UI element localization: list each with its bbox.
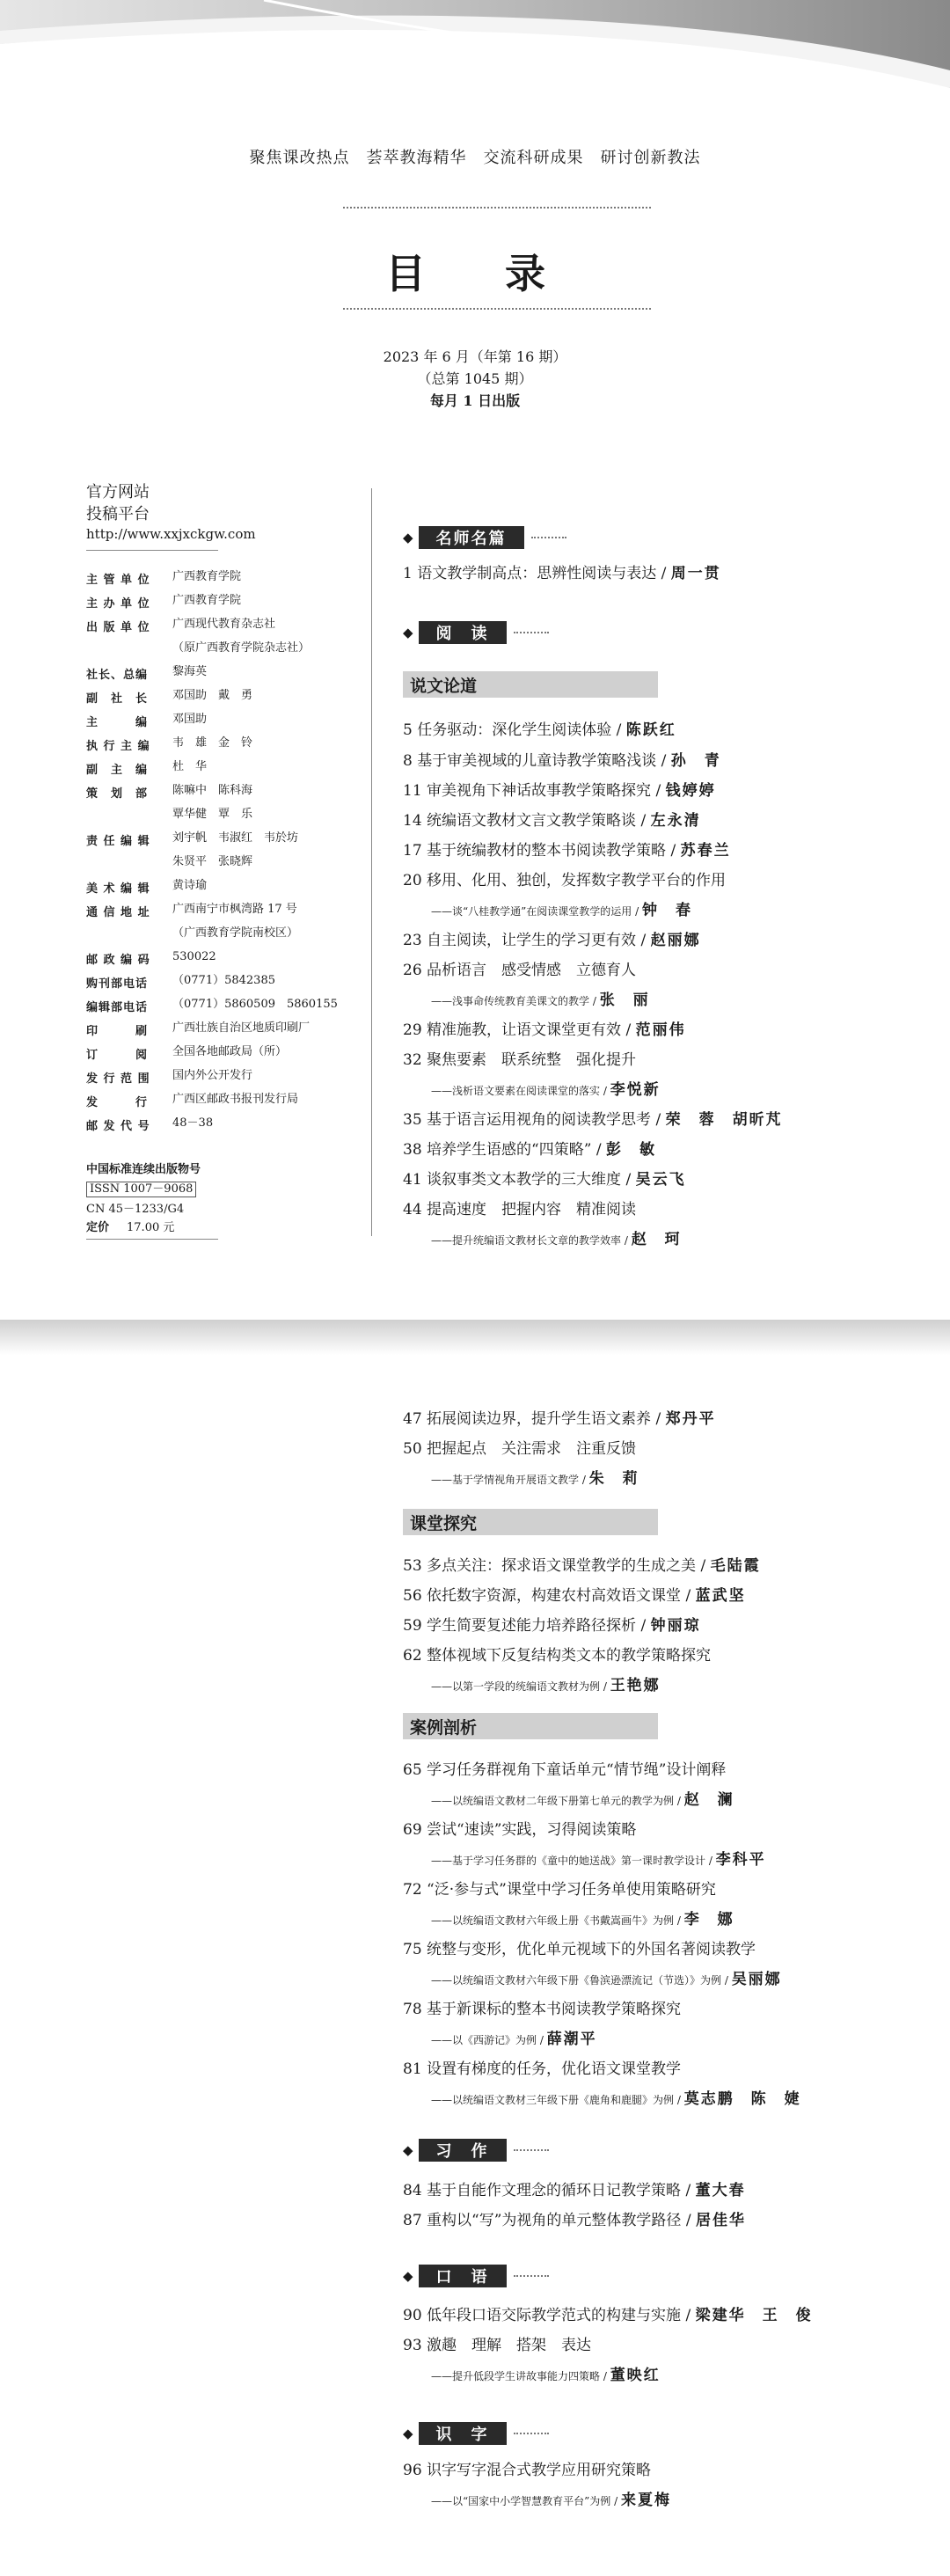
masthead-key: 出 版 单 位 (86, 621, 150, 634)
dotted-line (514, 2433, 549, 2434)
toc-entry[interactable]: 11 审美视角下神话故事教学策略探究 / 钱婷婷 (403, 782, 716, 800)
toc-subtitle: ——谈“八桂教学通”在阅读课堂教学的运用 / 钟 春 (431, 902, 692, 919)
masthead-value: （0771）5842385 (172, 974, 275, 987)
submit-platform-label: 投稿平台 (86, 505, 150, 523)
dotted-divider (343, 308, 651, 310)
section-literacy (403, 2421, 549, 2446)
subsection-cases: 案例剖析 (403, 1713, 658, 1739)
section-writing (403, 2138, 549, 2163)
price-value: 17.00 元 (127, 1221, 175, 1234)
masthead-value: 刘宇帆 韦淑红 韦於坊 (172, 831, 299, 845)
arrow-icon: ◆ (403, 530, 413, 545)
top-decorative-swoosh (0, 0, 950, 114)
subsection-shuowen: 说文论道 (403, 671, 658, 698)
masthead-value: 覃华健 覃 乐 (172, 808, 253, 821)
masthead-value: 国内外公开发行 (172, 1069, 253, 1082)
toc-entry[interactable]: 87 重构以“写”为视角的单元整体教学路径 / 居佳华 (403, 2212, 746, 2229)
masthead-key: 社长、总编 (86, 669, 149, 682)
toc-entry[interactable]: 1 语文教学制高点：思辨性阅读与表达 / 周一贯 (403, 565, 721, 582)
toc-entry[interactable]: 47 拓展阅读边界，提升学生语文素养 / 郑丹平 (403, 1410, 716, 1428)
subsection-classroom: 课堂探究 (403, 1509, 658, 1535)
toc-entry[interactable]: 93 激趣 理解 搭架 表达 (403, 2337, 592, 2354)
dotted-divider (343, 207, 651, 209)
masthead-value: 广西壮族自治区地质印刷厂 (172, 1021, 311, 1035)
website-link[interactable]: http://www.xxjxckgw.com (86, 526, 256, 542)
cn-number: CN 45－1233/G4 (86, 1203, 185, 1216)
toc-entry[interactable]: 50 把握起点 关注需求 注重反馈 (403, 1440, 637, 1458)
section-title: 名师名篇 (419, 526, 524, 549)
issn: ISSN 1007－9068 (86, 1182, 196, 1197)
official-site-label: 官方网站 (86, 483, 150, 501)
toc-entry[interactable]: 14 统编语文教材文言文教学策略谈 / 左永清 (403, 812, 701, 830)
section-oral (403, 2264, 549, 2288)
masthead-key: 主 办 单 位 (86, 597, 150, 611)
toc-entry[interactable]: 41 谈叙事类文本教学的三大维度 / 吴云飞 (403, 1171, 686, 1189)
toc-entry[interactable]: 56 依托数字资源，构建农村高效语文课堂 / 蓝武坚 (403, 1587, 746, 1605)
masthead-key: 主 编 (86, 716, 149, 729)
toc-entry[interactable]: 8 基于审美视域的儿童诗教学策略浅谈 / 孙 青 (403, 752, 721, 770)
masthead-value: 530022 (172, 950, 216, 963)
masthead-key: 副 社 长 (86, 692, 149, 706)
toc-entry[interactable]: 32 聚焦要素 联系统整 强化提升 (403, 1051, 637, 1069)
toc-entry[interactable]: 69 尝试“速读”实践，习得阅读策略 (403, 1821, 637, 1839)
toc-subtitle: ——基于学情视角开展语文教学 / 朱 莉 (431, 1470, 639, 1488)
masthead-value: 韦 雄 金 铃 (172, 736, 253, 750)
section-title: 阅 读 (419, 621, 507, 644)
toc-subtitle: ——浅析语文要素在阅读课堂的落实 / 李悦新 (431, 1081, 661, 1099)
masthead-value: （广西教育学院南校区） (172, 926, 299, 940)
toc-entry[interactable]: 90 低年段口语交际教学范式的构建与实施 / 梁建华 王 俊 (403, 2307, 813, 2324)
masthead-key: 美 术 编 辑 (86, 882, 150, 896)
dotted-line (514, 632, 549, 633)
masthead-value: 全国各地邮政局（所） (172, 1045, 288, 1058)
toc-entry[interactable]: 35 基于语言运用视角的阅读教学思考 / 荣 蓉 胡昕芃 (403, 1111, 783, 1129)
toc-entry[interactable]: 23 自主阅读，让学生的学习更有效 / 赵丽娜 (403, 932, 701, 949)
masthead-value: 陈嘛中 陈科海 (172, 784, 253, 797)
toc-entry[interactable]: 59 学生简要复述能力培养路径探析 / 钟丽琼 (403, 1617, 701, 1635)
toc-subtitle: ——以“国家中小学智慧教育平台”为例 / 来夏梅 (431, 2492, 671, 2509)
toc-entry[interactable]: 44 提高速度 把握内容 精准阅读 (403, 1201, 637, 1218)
masthead-value: 广西区邮政书报刊发行局 (172, 1093, 299, 1106)
masthead-value: 杜 华 (172, 760, 208, 773)
section-title: 识 字 (419, 2422, 507, 2445)
masthead-key: 责 任 编 辑 (86, 835, 150, 848)
page-title: 目 录 (385, 250, 565, 297)
masthead-divider (86, 1239, 218, 1240)
toc-entry[interactable]: 81 设置有梯度的任务，优化语文课堂教学 (403, 2060, 682, 2078)
section-mingshi (403, 525, 566, 550)
dotted-line (514, 2275, 549, 2277)
toc-subtitle: ——以统编语文教材二年级下册第七单元的教学为例 / 赵 澜 (431, 1791, 734, 1809)
toc-entry[interactable]: 20 移用、化用、独创，发挥数字教学平台的作用 (403, 872, 727, 889)
toc-entry[interactable]: 53 多点关注：探求语文课堂教学的生成之美 / 毛陆霞 (403, 1557, 761, 1575)
masthead-value: 广西现代教育杂志社 (172, 618, 276, 631)
masthead-key: 策 划 部 (86, 787, 149, 801)
masthead-value: 黄诗瑜 (172, 879, 208, 892)
section-title: 口 语 (419, 2265, 507, 2287)
toc-entry[interactable]: 62 整体视域下反复结构类文本的教学策略探究 (403, 1647, 712, 1665)
toc-entry[interactable]: 26 品析语言 感受情感 立德育人 (403, 962, 637, 979)
masthead-value: （0771）5860509 5860155 (172, 998, 338, 1011)
price-label: 定价 (86, 1221, 110, 1234)
section-reading (403, 620, 549, 645)
dotted-line (514, 2149, 549, 2151)
toc-entry[interactable]: 29 精准施教，让语文课堂更有效 / 范丽伟 (403, 1021, 686, 1039)
toc-subtitle: ——浅事命传统教育美课文的教学 / 张 丽 (431, 992, 650, 1009)
masthead-key: 副 主 编 (86, 764, 149, 777)
toc-subtitle: ——提升低段学生讲故事能力四策略 / 董映红 (431, 2367, 661, 2384)
toc-entry[interactable]: 72 “泛·参与式”课堂中学习任务单使用策略研究 (403, 1881, 716, 1899)
issue-total: （总第 1045 期） (417, 370, 533, 387)
toc-subtitle: ——以《西游记》为例 / 薛潮平 (431, 2031, 597, 2048)
toc-entry[interactable]: 96 识字写字混合式教学应用研究策略 (403, 2462, 652, 2479)
masthead-key: 订 阅 (86, 1049, 149, 1062)
toc-entry[interactable]: 65 学习任务群视角下童话单元“情节绳”设计阐释 (403, 1761, 727, 1779)
vertical-divider (371, 488, 372, 1236)
masthead-value: 广西南宁市枫湾路 17 号 (172, 903, 297, 916)
masthead-key: 发 行 (86, 1096, 149, 1109)
band-decoration (0, 1320, 950, 1355)
toc-entry[interactable]: 5 任务驱动：深化学生阅读体验 / 陈跃红 (403, 721, 676, 739)
arrow-icon: ◆ (403, 625, 413, 640)
arrow-icon: ◆ (403, 2142, 413, 2158)
masthead-key: 邮 政 编 码 (86, 954, 150, 967)
masthead-key: 发 行 范 围 (86, 1072, 150, 1086)
masthead-value: 邓国助 戴 勇 (172, 689, 253, 702)
masthead-value: 黎海英 (172, 665, 208, 678)
masthead-key: 邮 发 代 号 (86, 1120, 150, 1133)
masthead-key: 执 行 主 编 (86, 740, 150, 753)
toc-entry[interactable]: 38 培养学生语感的“四策略” / 彭 敏 (403, 1141, 656, 1159)
masthead-value: 朱贤平 张晓辉 (172, 855, 253, 868)
masthead-value: 邓国助 (172, 713, 208, 726)
masthead-value: 广西教育学院 (172, 570, 242, 583)
masthead-key: 购刊部电话 (86, 977, 149, 991)
price-row (86, 1218, 174, 1234)
slogan: 聚焦课改热点 荟萃教海精华 交流科研成果 研讨创新教法 (249, 149, 701, 167)
masthead-key: 编辑部电话 (86, 1001, 149, 1014)
masthead-value: 广西教育学院 (172, 594, 242, 607)
masthead-key: 主 管 单 位 (86, 574, 150, 587)
dotted-line (531, 537, 566, 538)
toc-entry[interactable]: 78 基于新课标的整本书阅读教学策略探究 (403, 2001, 682, 2018)
masthead-key: 印 刷 (86, 1025, 149, 1038)
toc-entry[interactable]: 75 统整与变形，优化单元视域下的外国名著阅读教学 (403, 1941, 756, 1958)
toc-subtitle: ——以统编语文教材六年级下册《鲁滨逊漂流记（节选）》为例 / 吴丽娜 (431, 1971, 782, 1988)
issue-date: 2023 年 6 月（年第 16 期） (383, 348, 567, 365)
masthead-value: （原广西教育学院杂志社） (172, 641, 311, 655)
std-serial-label: 中国标准连续出版物号 (86, 1163, 201, 1176)
arrow-icon: ◆ (403, 2268, 413, 2284)
masthead-value: 48－38 (172, 1116, 214, 1130)
toc-subtitle: ——基于学习任务群的《童中的她送战》第一课时教学设计 / 李科平 (431, 1851, 766, 1869)
toc-subtitle: ——以统编语文教材三年级下册《鹿角和鹿腿》为例 / 莫志鹏 陈 婕 (431, 2090, 801, 2108)
toc-entry[interactable]: 17 基于统编教材的整本书阅读教学策略 / 苏春兰 (403, 842, 731, 860)
toc-subtitle: ——以统编语文教材六年级上册《书戴嵩画牛》为例 / 李 娜 (431, 1911, 734, 1928)
toc-entry[interactable]: 84 基于自能作文理念的循环日记教学策略 / 董大春 (403, 2182, 746, 2199)
issue-frequency: 每月 1 日出版 (429, 392, 521, 409)
arrow-icon: ◆ (403, 2426, 413, 2441)
toc-subtitle: ——提升统编语文教材长文章的教学效率 / 赵 珂 (431, 1231, 682, 1248)
section-title: 习 作 (419, 2139, 507, 2162)
masthead-divider (86, 550, 218, 551)
toc-subtitle: ——以第一学段的统编语文教材为例 / 王艳娜 (431, 1677, 661, 1694)
masthead-key: 通 信 地 址 (86, 906, 150, 919)
